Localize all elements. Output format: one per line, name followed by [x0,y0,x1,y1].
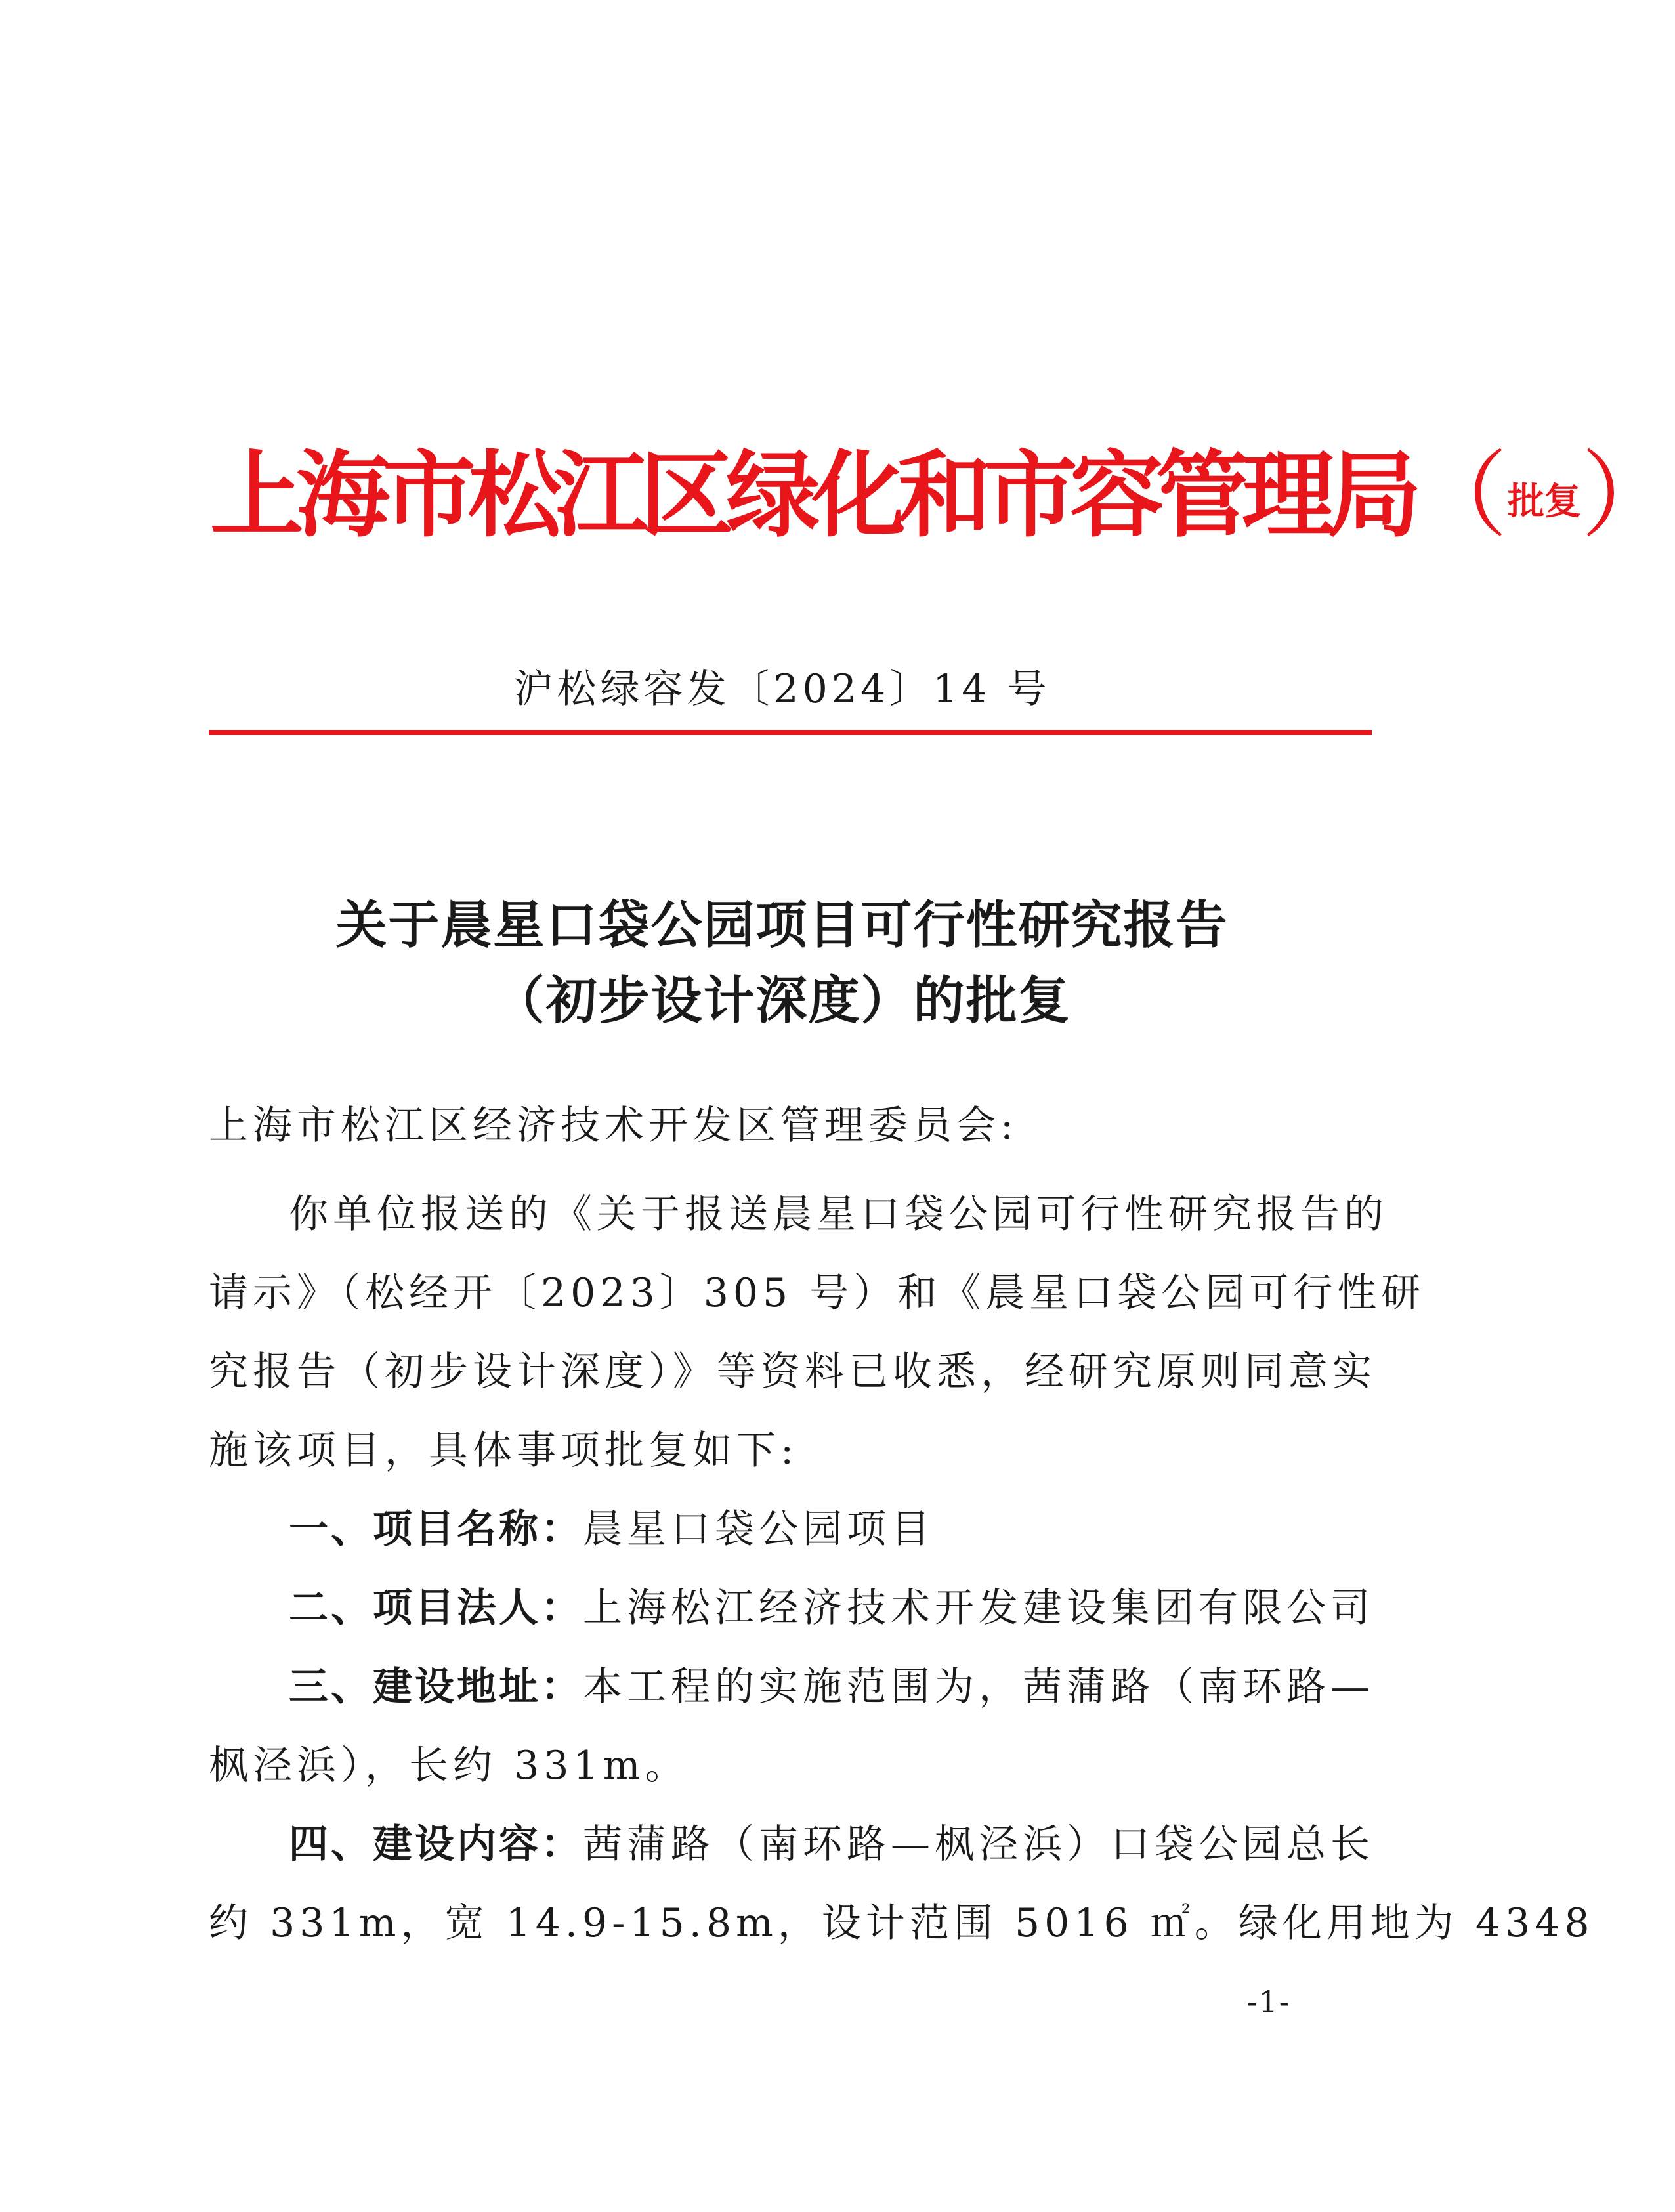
issuer-paren-open: （ [1414,440,1508,550]
item-text: 上海松江经济技术开发建设集团有限公司 [583,1585,1374,1631]
item-legal-entity [289,1579,1437,1638]
item-project-name [289,1500,1437,1559]
item-text: 晨星口袋公园项目 [583,1506,935,1552]
document-title-line-2: （初步设计深度）的批复 [493,971,1071,1031]
paragraph-line: 究报告（初步设计深度）》等资料已收悉，经研究原则同意实 [209,1349,1376,1395]
issuer-doc-type: 批复 [1508,480,1581,523]
red-divider [209,730,1372,735]
item-text: 本工程的实施范围为，茜蒲路（南环路— [583,1664,1374,1710]
item-construction-address [289,1657,1437,1716]
page-number: -1- [1247,1984,1291,2020]
issuer-name: 上海市松江区绿化和市容管理局 [210,440,1414,550]
item-label: 四、建设内容： [289,1821,583,1867]
item-label: 一、项目名称： [289,1506,583,1552]
document-number: 沪松绿容发〔2024〕14 号 [513,666,1051,712]
item-label: 三、建设地址： [289,1664,583,1710]
item-text: 茜蒲路（南环路—枫泾浜）口袋公园总长 [583,1821,1374,1867]
paragraph-line: 施该项目，具体事项批复如下: [209,1428,799,1474]
document-title-line-1: 关于晨星口袋公园项目可行性研究报告 [335,896,1229,955]
salutation: 上海市松江区经济技术开发区管理委员会: [209,1103,1019,1149]
item-label: 二、项目法人： [289,1585,583,1631]
issuer-header [210,436,1675,555]
issuer-paren-close: ） [1581,440,1675,550]
item-continuation: 枫泾浜），长约 331m。 [209,1743,689,1789]
paragraph-line: 请示》（松经开〔2023〕305 号）和《晨星口袋公园可行性研 [209,1270,1426,1316]
item-construction-content [289,1815,1437,1874]
item-continuation: 约 331m，宽 14.9-15.8m，设计范围 5016 ㎡。绿化用地为 4348 [209,1900,1594,1946]
paragraph-line: 你单位报送的《关于报送晨星口袋公园可行性研究报告的 [289,1191,1388,1237]
